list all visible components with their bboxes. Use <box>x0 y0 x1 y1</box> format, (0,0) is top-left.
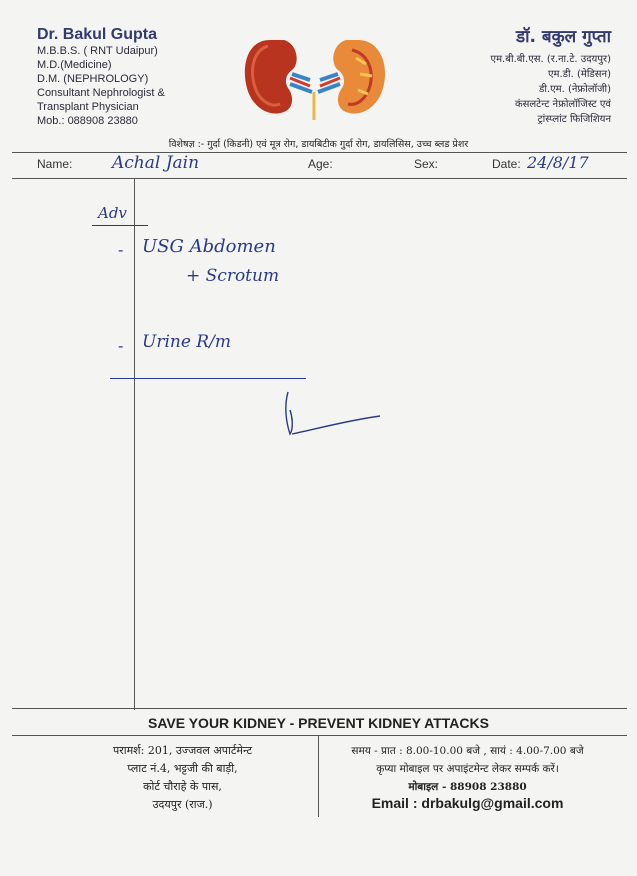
qualification-line: Transplant Physician <box>37 101 139 113</box>
doctor-name-hindi: डॉ. बकुल गुप्ता <box>516 27 611 47</box>
doctor-name: Dr. Bakul Gupta <box>37 26 158 43</box>
qualification-line-hindi: एम.डी. (मेडिसन) <box>547 69 611 80</box>
address-line: परामर्श: 201, उज्जवल अपार्टमेन्ट <box>112 744 253 757</box>
divider-fields <box>12 178 627 179</box>
advice-item: USG Abdomen <box>142 236 276 257</box>
name-label: Name: <box>37 157 73 171</box>
bullet-dash: - <box>118 336 124 355</box>
qualification-line-hindi: ट्रांस्प्लांट फिजिशियन <box>537 114 611 125</box>
qualification-line: M.D.(Medicine) <box>37 59 112 71</box>
date-value: 24/8/17 <box>527 153 589 172</box>
age-label: Age: <box>308 157 333 171</box>
address-line: उदयपुर (राज.) <box>152 798 213 811</box>
advice-heading: Adv <box>98 204 127 222</box>
bullet-dash: - <box>118 240 124 259</box>
clinic-timings <box>325 742 610 796</box>
qualification-line-hindi: एम.बी.बी.एस. (र.ना.टे. उदयपुर) <box>490 54 611 65</box>
specialty-line: विशेषज्ञ :- गुर्दा (किडनी) एवं मूत्र रोग, डायबिटीक गुर्दा रोग, डायलिसिस, उच्च ब्लड प्रेशर <box>168 139 469 150</box>
footer-column-divider <box>318 735 319 817</box>
qualification-line-hindi: कंसलटेन्ट नेफ्रोलॉजिस्ट एवं <box>514 99 611 110</box>
signature-icon <box>280 388 384 440</box>
qualification-line: M.B.B.S. ( RNT Udaipur) <box>37 45 158 57</box>
footer-divider-top <box>12 708 627 709</box>
margin-line <box>134 178 135 710</box>
timing-line: कृप्या मोबाइल पर अपाइंटमेन्ट लेकर सम्पर्क करें। <box>376 763 559 775</box>
closing-line <box>110 378 306 379</box>
advice-item: + Scrotum <box>186 266 280 286</box>
qualification-line: Consultant Nephrologist & <box>37 87 165 99</box>
timing-line: समय - प्रात : 8.00-10.00 बजे , सायं : 4.00-7.00 बजे <box>351 745 584 757</box>
patient-name: Achal Jain <box>112 153 200 173</box>
address-line: कोर्ट चौराहे के पास, <box>143 780 222 793</box>
sex-label: Sex: <box>414 157 439 171</box>
advice-underline <box>92 225 148 226</box>
advice-item: Urine R/m <box>142 332 231 352</box>
qualifications-hindi <box>491 52 611 127</box>
qualifications-english <box>37 44 165 128</box>
kidney-logo-icon <box>240 34 390 120</box>
timing-line: मोबाइल - 88908 23880 <box>408 781 527 793</box>
date-label: Date: <box>492 157 521 171</box>
clinic-address <box>60 742 305 814</box>
qualification-line: D.M. (NEPHROLOGY) <box>37 73 149 85</box>
qualification-line-hindi: डी.एम. (नेफ्रोलॉजी) <box>538 84 611 95</box>
footer-divider <box>12 735 627 736</box>
mobile-line: Mob.: 088908 23880 <box>37 115 138 127</box>
footer-tagline: SAVE YOUR KIDNEY - PREVENT KIDNEY ATTACKS <box>148 715 489 731</box>
email-address[interactable]: Email : drbakulg@gmail.com <box>371 795 564 811</box>
address-line: प्लाट नं.4, भट्टजी की बाड़ी, <box>127 762 238 775</box>
